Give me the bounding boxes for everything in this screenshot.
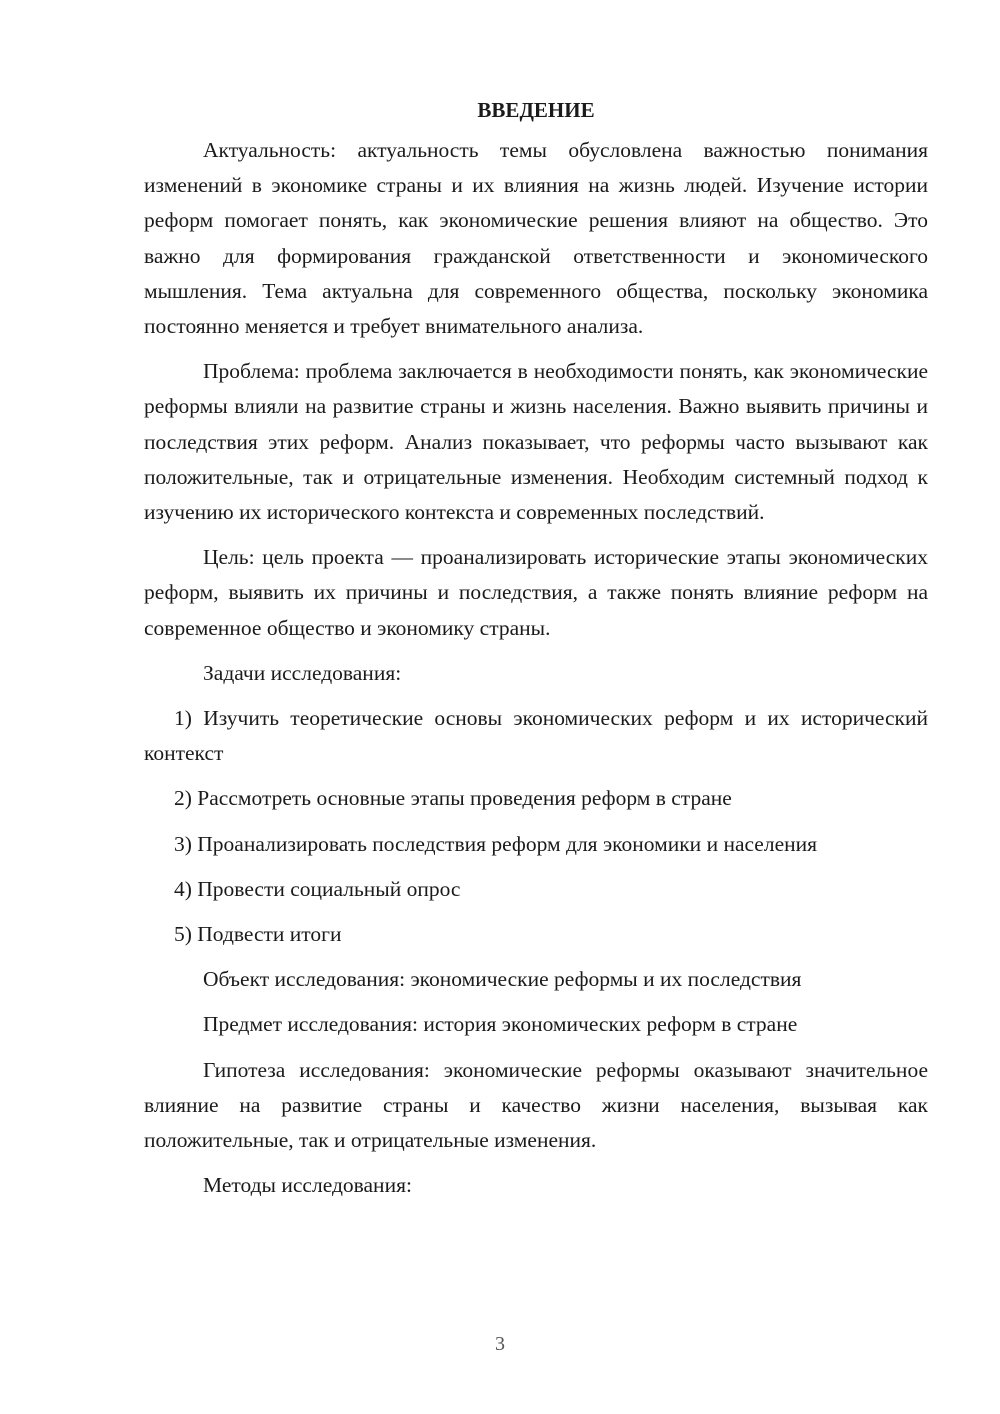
task-item: 3) Проанализировать последствия реформ для экономики и населения [174, 831, 818, 856]
task-item: 1) Изучить теоретические основы экономических реформ и их исторический контекст [144, 706, 928, 766]
section-title: ВВЕДЕНИЕ [477, 98, 595, 122]
problem-paragraph: Проблема: проблема заключается в необходимости понять, как экономические реформы влияли на развитие страны и жизнь населения. Важно выявить причины и последствия этих реформ. Анализ показывает, что реформы часто вызывают как положительные, так и отрицательные изменения. Необходим системный подход к изучению их исторического контекста и современных последствий. [144, 359, 928, 525]
task-item: 2) Рассмотреть основные этапы проведения реформ в стране [174, 786, 732, 811]
task-item: 5) Подвести итоги [174, 922, 342, 947]
document-page [144, 92, 928, 1213]
hypothesis-paragraph: Гипотеза исследования: экономические реформы оказывают значительное влияние на развитие страны и качество жизни населения, вызывая как положительные, так и отрицательные изменения. [144, 1057, 928, 1153]
page-number: 3 [495, 1333, 505, 1355]
methods-heading: Методы исследования: [203, 1173, 412, 1198]
relevance-paragraph: Актуальность: актуальность темы обусловлена важностью понимания изменений в экономике страны и их влияния на жизнь людей. Изучение истории реформ помогает понять, как экономические решения влияют на общество. Это важно для формирования гражданской ответственности и экономического мышления. Тема актуальна для современного общества, поскольку экономика постоянно меняется и требует внимательного анализа. [144, 138, 928, 339]
task-item: 4) Провести социальный опрос [174, 876, 461, 901]
subject-paragraph: Предмет исследования: история экономических реформ в стране [203, 1012, 798, 1037]
goal-paragraph: Цель: цель проекта — проанализировать исторические этапы экономических реформ, выявить их причины и последствия, а также понять влияние реформ на современное общество и экономику страны. [144, 545, 928, 640]
object-paragraph: Объект исследования: экономические реформы и их последствия [203, 967, 802, 992]
tasks-heading: Задачи исследования: [203, 660, 402, 685]
